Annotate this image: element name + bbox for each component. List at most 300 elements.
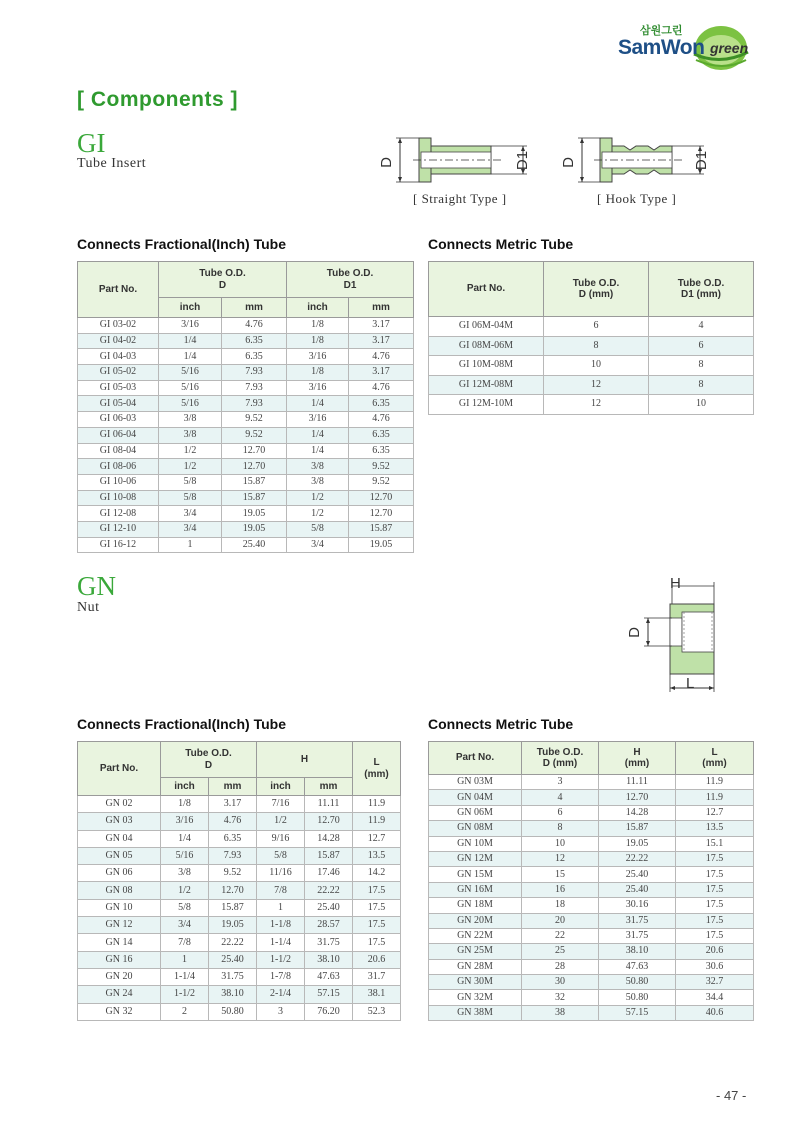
table-cell: 1/8 (287, 333, 349, 349)
table-cell: 3.17 (209, 796, 257, 813)
table-row (78, 865, 401, 882)
table-cell: 1/4 (287, 396, 349, 412)
table-cell: 38.10 (305, 951, 353, 968)
table-cell: 5/16 (161, 847, 209, 864)
table-cell: 17.5 (353, 917, 401, 934)
gi-fractional-table (77, 261, 414, 553)
table-row (78, 427, 414, 443)
table-row (78, 365, 414, 381)
table-cell: 5/16 (159, 396, 222, 412)
table-cell: 9/16 (257, 830, 305, 847)
col-header-part-no: Part No. (78, 742, 161, 796)
col-header-tube-od-d: Tube O.D. D (161, 742, 257, 778)
part-number-cell: GI 10M-08M (429, 356, 544, 376)
table-cell: 12.70 (305, 813, 353, 830)
table-cell: 7/8 (257, 882, 305, 899)
part-number-cell: GN 08 (78, 882, 161, 899)
table-cell: 28 (522, 959, 599, 974)
table-cell: 31.75 (305, 934, 353, 951)
table-cell: 15.87 (349, 521, 414, 537)
table-cell: 17.5 (676, 928, 754, 943)
table-cell: 25.40 (599, 882, 676, 897)
col-header-tube-od-d1: Tube O.D. D1 (mm) (649, 262, 754, 317)
table-cell: 3/4 (287, 537, 349, 553)
table-cell: 1-1/4 (257, 934, 305, 951)
table-cell: 38 (522, 1005, 599, 1020)
table-cell: 12.70 (599, 790, 676, 805)
table-cell: 1/2 (257, 813, 305, 830)
part-number-cell: GN 24 (78, 986, 161, 1003)
table-cell: 1-1/8 (257, 917, 305, 934)
gi-fractional-title: Connects Fractional(Inch) Tube (77, 236, 286, 252)
part-number-cell: GI 05-04 (78, 396, 159, 412)
table-row (78, 349, 414, 365)
gn-fractional-table (77, 741, 401, 1021)
table-cell: 4.76 (222, 318, 287, 334)
part-number-cell: GN 03 (78, 813, 161, 830)
part-number-cell: GI 05-02 (78, 365, 159, 381)
table-cell: 30.16 (599, 898, 676, 913)
table-cell: 1/4 (159, 333, 222, 349)
gi-name: Tube Insert (77, 156, 147, 171)
table-row (429, 851, 754, 866)
table-cell: 9.52 (209, 865, 257, 882)
table-cell: 38.10 (209, 986, 257, 1003)
table-row (429, 836, 754, 851)
table-row (429, 375, 754, 395)
table-cell: 3/16 (159, 318, 222, 334)
part-number-cell: GN 32M (429, 990, 522, 1005)
part-number-cell: GN 18M (429, 898, 522, 913)
table-row (78, 830, 401, 847)
table-cell: 11.9 (353, 796, 401, 813)
table-row (429, 805, 754, 820)
table-cell: 1/2 (287, 506, 349, 522)
table-row (78, 412, 414, 428)
table-row (78, 396, 414, 412)
table-cell: 3/8 (159, 412, 222, 428)
table-cell: 3/4 (159, 521, 222, 537)
col-header-inch: inch (159, 298, 222, 318)
table-cell: 19.05 (349, 537, 414, 553)
gi-hook-caption: [ Hook Type ] (597, 191, 677, 206)
table-cell: 38.1 (353, 986, 401, 1003)
table-cell: 4.76 (209, 813, 257, 830)
col-header-part-no: Part No. (78, 262, 159, 318)
table-cell: 3.17 (349, 365, 414, 381)
table-cell: 8 (649, 375, 754, 395)
table-cell: 57.15 (305, 986, 353, 1003)
table-cell: 14.2 (353, 865, 401, 882)
table-row (78, 380, 414, 396)
col-header-l: L (mm) (676, 742, 754, 775)
table-row (78, 986, 401, 1003)
table-cell: 17.5 (353, 882, 401, 899)
table-cell: 17.5 (676, 898, 754, 913)
table-cell: 3/4 (161, 917, 209, 934)
col-header-tube-od-d1: Tube O.D. D1 (287, 262, 414, 298)
part-number-cell: GN 15M (429, 867, 522, 882)
table-row (78, 813, 401, 830)
gn-label-h: H (670, 575, 681, 592)
table-cell: 15.87 (222, 474, 287, 490)
table-cell: 1-1/4 (161, 968, 209, 985)
logo-korean-text: 삼원그린 (640, 24, 683, 37)
table-cell: 10 (522, 836, 599, 851)
table-cell: 9.52 (349, 459, 414, 475)
part-number-cell: GI 10-06 (78, 474, 159, 490)
table-cell: 1 (257, 899, 305, 916)
part-number-cell: GN 25M (429, 944, 522, 959)
table-cell: 57.15 (599, 1005, 676, 1020)
table-cell: 25 (522, 944, 599, 959)
part-number-cell: GN 32 (78, 1003, 161, 1020)
part-number-cell: GI 08-04 (78, 443, 159, 459)
table-row (429, 898, 754, 913)
gi-hook-label-d1: D1 (693, 150, 711, 171)
table-cell: 11.9 (676, 775, 754, 790)
part-number-cell: GI 12-08 (78, 506, 159, 522)
table-cell: 3.17 (349, 333, 414, 349)
table-cell: 12.7 (676, 805, 754, 820)
table-cell: 28.57 (305, 917, 353, 934)
gn-code: GN (77, 571, 116, 601)
table-cell: 50.80 (599, 975, 676, 990)
part-number-cell: GN 30M (429, 975, 522, 990)
part-number-cell: GI 04-03 (78, 349, 159, 365)
table-row (78, 474, 414, 490)
table-cell: 3/8 (287, 459, 349, 475)
table-row (429, 395, 754, 415)
table-cell: 10 (544, 356, 649, 376)
table-cell: 4.76 (349, 380, 414, 396)
table-row (429, 959, 754, 974)
table-cell: 6.35 (209, 830, 257, 847)
col-header-tube-od-d: Tube O.D. D (159, 262, 287, 298)
table-cell: 22 (522, 928, 599, 943)
table-cell: 6 (544, 317, 649, 337)
part-number-cell: GN 04 (78, 830, 161, 847)
table-cell: 7/16 (257, 796, 305, 813)
table-cell: 31.75 (599, 913, 676, 928)
part-number-cell: GI 04-02 (78, 333, 159, 349)
part-number-cell: GI 06M-04M (429, 317, 544, 337)
table-cell: 31.75 (599, 928, 676, 943)
gi-fractional-body (78, 318, 414, 553)
part-number-cell: GN 12 (78, 917, 161, 934)
table-cell: 20.6 (353, 951, 401, 968)
table-cell: 3/16 (287, 412, 349, 428)
col-header-mm: mm (209, 778, 257, 796)
gi-metric-body (429, 317, 754, 415)
gn-fractional-body (78, 796, 401, 1021)
table-cell: 6 (522, 805, 599, 820)
table-row (429, 821, 754, 836)
table-cell: 14.28 (305, 830, 353, 847)
table-cell: 19.05 (599, 836, 676, 851)
table-cell: 40.6 (676, 1005, 754, 1020)
table-row (78, 899, 401, 916)
col-header-part-no: Part No. (429, 742, 522, 775)
table-cell: 47.63 (599, 959, 676, 974)
table-cell: 50.80 (209, 1003, 257, 1020)
table-cell: 15.87 (599, 821, 676, 836)
table-row (429, 944, 754, 959)
part-number-cell: GI 06-03 (78, 412, 159, 428)
table-cell: 3/8 (287, 474, 349, 490)
table-cell: 9.52 (222, 427, 287, 443)
table-cell: 30.6 (676, 959, 754, 974)
part-number-cell: GN 06M (429, 805, 522, 820)
table-cell: 7.93 (209, 847, 257, 864)
part-number-cell: GI 10-08 (78, 490, 159, 506)
col-header-l: L (mm) (353, 742, 401, 796)
table-cell: 15.87 (209, 899, 257, 916)
gi-straight-label-d1: D1 (514, 150, 532, 171)
part-number-cell: GN 05 (78, 847, 161, 864)
table-cell: 12.70 (349, 490, 414, 506)
table-row (429, 975, 754, 990)
table-cell: 15.87 (305, 847, 353, 864)
table-cell: 17.5 (676, 882, 754, 897)
table-cell: 1-7/8 (257, 968, 305, 985)
table-cell: 1/4 (159, 349, 222, 365)
table-cell: 3.17 (349, 318, 414, 334)
table-cell: 5/8 (159, 490, 222, 506)
table-cell: 1/4 (287, 427, 349, 443)
table-row (78, 318, 414, 334)
table-cell: 2-1/4 (257, 986, 305, 1003)
table-cell: 3/16 (287, 380, 349, 396)
gn-nut-diagram (625, 574, 728, 694)
table-cell: 19.05 (222, 506, 287, 522)
table-row (78, 459, 414, 475)
col-header-tube-od-d: Tube O.D. D (mm) (522, 742, 599, 775)
part-number-cell: GI 12M-08M (429, 375, 544, 395)
table-cell: 1/2 (161, 882, 209, 899)
table-cell: 1/4 (287, 443, 349, 459)
table-cell: 12.7 (353, 830, 401, 847)
table-cell: 1/8 (161, 796, 209, 813)
table-cell: 1/2 (287, 490, 349, 506)
part-number-cell: GN 06 (78, 865, 161, 882)
table-cell: 12.70 (222, 459, 287, 475)
table-cell: 25.40 (305, 899, 353, 916)
table-cell: 3 (522, 775, 599, 790)
table-cell: 1/2 (159, 459, 222, 475)
table-cell: 19.05 (222, 521, 287, 537)
logo-sub-text: green (710, 40, 749, 56)
table-cell: 11.9 (676, 790, 754, 805)
table-cell: 12 (544, 375, 649, 395)
table-row (429, 867, 754, 882)
table-row (78, 934, 401, 951)
samwon-logo (618, 22, 758, 82)
col-header-part-no: Part No. (429, 262, 544, 317)
table-cell: 8 (522, 821, 599, 836)
table-cell: 8 (544, 336, 649, 356)
table-cell: 1 (159, 537, 222, 553)
table-cell: 6 (649, 336, 754, 356)
gn-metric-table (428, 741, 754, 1021)
table-cell: 5/16 (159, 380, 222, 396)
table-cell: 12 (544, 395, 649, 415)
gn-fractional-title: Connects Fractional(Inch) Tube (77, 716, 286, 732)
table-cell: 17.5 (353, 899, 401, 916)
part-number-cell: GI 05-03 (78, 380, 159, 396)
part-number-cell: GI 06-04 (78, 427, 159, 443)
table-cell: 3 (257, 1003, 305, 1020)
gi-metric-title: Connects Metric Tube (428, 236, 574, 252)
table-row (429, 317, 754, 337)
table-cell: 8 (649, 356, 754, 376)
table-cell: 10 (649, 395, 754, 415)
gn-label-l: L (686, 675, 695, 692)
part-number-cell: GN 10M (429, 836, 522, 851)
page-number: - 47 - (716, 1088, 747, 1103)
part-number-cell: GI 12-10 (78, 521, 159, 537)
col-header-inch: inch (161, 778, 209, 796)
gi-code: GI (77, 128, 106, 158)
part-number-cell: GN 38M (429, 1005, 522, 1020)
col-header-mm: mm (305, 778, 353, 796)
table-cell: 14.28 (599, 805, 676, 820)
table-row (78, 951, 401, 968)
table-cell: 16 (522, 882, 599, 897)
part-number-cell: GN 16M (429, 882, 522, 897)
table-row (78, 443, 414, 459)
table-cell: 1 (161, 951, 209, 968)
table-cell: 3/16 (161, 813, 209, 830)
table-row (78, 847, 401, 864)
table-cell: 1/4 (161, 830, 209, 847)
table-cell: 32.7 (676, 975, 754, 990)
gi-hook-label-d: D (559, 157, 577, 168)
gn-label-d: D (625, 627, 643, 638)
table-cell: 17.5 (676, 851, 754, 866)
gi-straight-caption: [ Straight Type ] (413, 191, 507, 206)
col-header-mm: mm (222, 298, 287, 318)
table-cell: 13.5 (353, 847, 401, 864)
table-row (429, 928, 754, 943)
table-cell: 32 (522, 990, 599, 1005)
logo-main-text: SamWon (618, 36, 705, 59)
table-cell: 7.93 (222, 380, 287, 396)
table-cell: 6.35 (222, 349, 287, 365)
table-cell: 22.22 (209, 934, 257, 951)
table-cell: 4 (522, 790, 599, 805)
table-cell: 17.5 (676, 867, 754, 882)
gi-straight-label-d: D (377, 157, 395, 168)
part-number-cell: GN 22M (429, 928, 522, 943)
part-number-cell: GN 03M (429, 775, 522, 790)
table-cell: 3/16 (287, 349, 349, 365)
table-cell: 17.5 (676, 913, 754, 928)
table-cell: 1/8 (287, 318, 349, 334)
table-row (78, 882, 401, 899)
table-cell: 76.20 (305, 1003, 353, 1020)
table-cell: 52.3 (353, 1003, 401, 1020)
table-row (78, 1003, 401, 1020)
table-row (429, 1005, 754, 1020)
table-cell: 15 (522, 867, 599, 882)
table-row (78, 537, 414, 553)
table-cell: 1-1/2 (161, 986, 209, 1003)
table-cell: 25.40 (222, 537, 287, 553)
table-row (429, 913, 754, 928)
table-cell: 12 (522, 851, 599, 866)
table-cell: 5/8 (159, 474, 222, 490)
table-cell: 50.80 (599, 990, 676, 1005)
part-number-cell: GI 16-12 (78, 537, 159, 553)
part-number-cell: GI 12M-10M (429, 395, 544, 415)
part-number-cell: GN 16 (78, 951, 161, 968)
part-number-cell: GN 14 (78, 934, 161, 951)
table-cell: 6.35 (349, 396, 414, 412)
table-row (78, 796, 401, 813)
col-header-inch: inch (287, 298, 349, 318)
part-number-cell: GI 03-02 (78, 318, 159, 334)
table-cell: 9.52 (349, 474, 414, 490)
table-cell: 30 (522, 975, 599, 990)
table-cell: 12.70 (222, 443, 287, 459)
table-cell: 18 (522, 898, 599, 913)
gn-metric-body (429, 775, 754, 1021)
table-cell: 47.63 (305, 968, 353, 985)
table-row (78, 506, 414, 522)
table-cell: 15.87 (222, 490, 287, 506)
gi-metric-table (428, 261, 754, 415)
part-number-cell: GN 20 (78, 968, 161, 985)
table-cell: 4.76 (349, 349, 414, 365)
table-cell: 3/8 (159, 427, 222, 443)
table-row (429, 336, 754, 356)
table-cell: 4.76 (349, 412, 414, 428)
part-number-cell: GN 20M (429, 913, 522, 928)
gn-name: Nut (77, 600, 100, 615)
table-row (429, 356, 754, 376)
table-cell: 5/8 (161, 899, 209, 916)
table-row (78, 490, 414, 506)
table-row (429, 775, 754, 790)
part-number-cell: GN 10 (78, 899, 161, 916)
part-number-cell: GN 04M (429, 790, 522, 805)
table-cell: 11.9 (353, 813, 401, 830)
table-cell: 17.46 (305, 865, 353, 882)
table-row (78, 968, 401, 985)
table-row (78, 333, 414, 349)
table-cell: 17.5 (353, 934, 401, 951)
table-cell: 11/16 (257, 865, 305, 882)
table-row (429, 990, 754, 1005)
table-cell: 12.70 (209, 882, 257, 899)
table-cell: 4 (649, 317, 754, 337)
col-header-mm: mm (349, 298, 414, 318)
table-cell: 5/16 (159, 365, 222, 381)
col-header-tube-od-d: Tube O.D. D (mm) (544, 262, 649, 317)
table-cell: 2 (161, 1003, 209, 1020)
table-cell: 11.11 (599, 775, 676, 790)
page-heading: [ Components ] (77, 88, 238, 111)
table-cell: 1/8 (287, 365, 349, 381)
table-cell: 31.7 (353, 968, 401, 985)
table-cell: 9.52 (222, 412, 287, 428)
table-cell: 31.75 (209, 968, 257, 985)
table-cell: 5/8 (287, 521, 349, 537)
part-number-cell: GN 08M (429, 821, 522, 836)
table-cell: 20 (522, 913, 599, 928)
part-number-cell: GN 12M (429, 851, 522, 866)
